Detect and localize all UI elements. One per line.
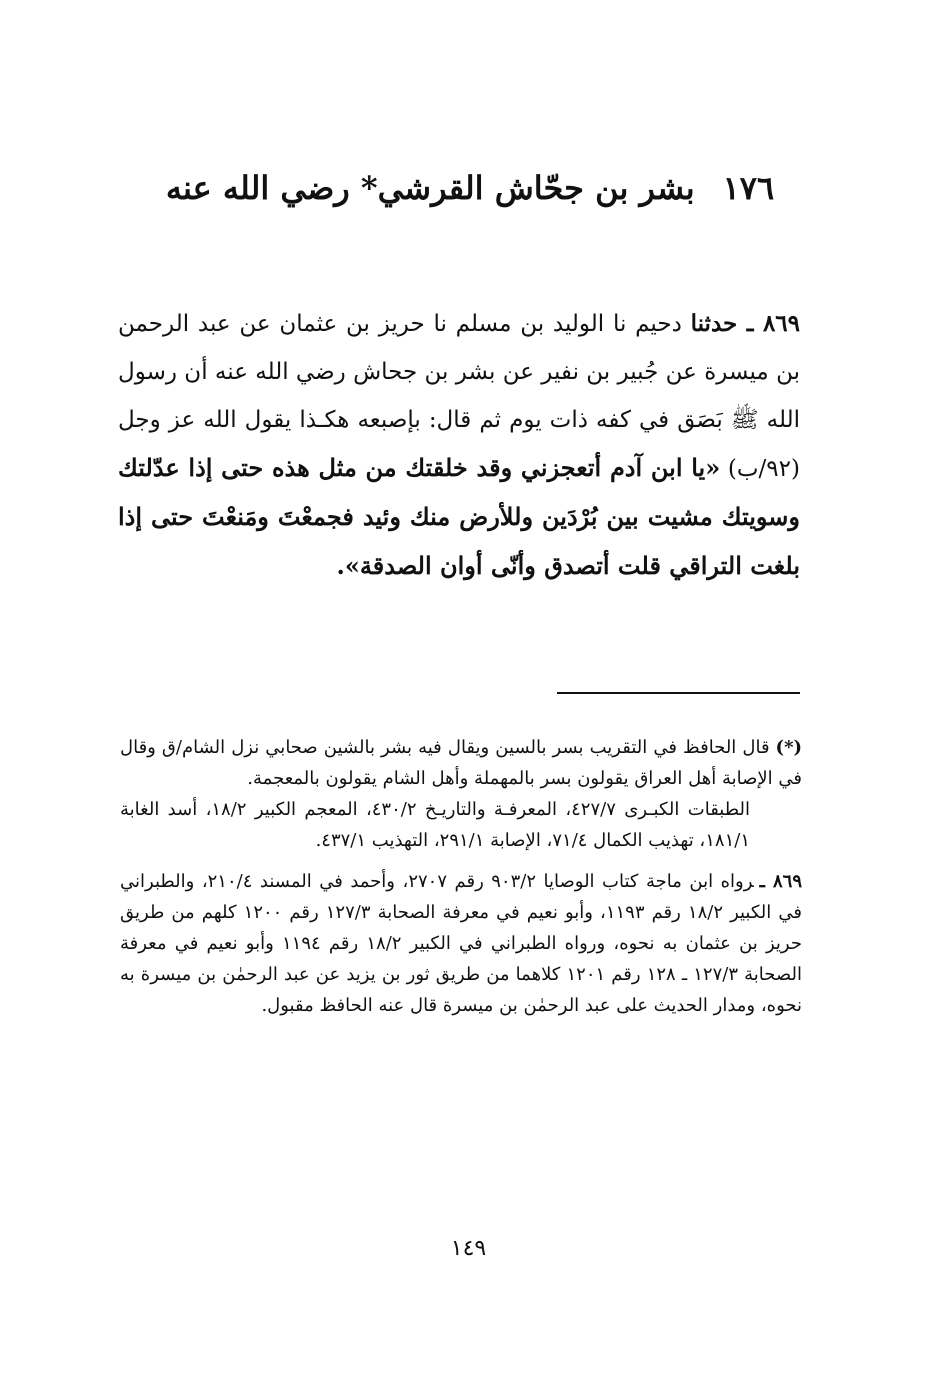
footnote-marker: ٨٦٩ ـ <box>759 871 802 892</box>
footnote-divider <box>557 692 800 694</box>
entry-number: ١٧٦ <box>722 169 775 207</box>
footnote-paragraph: قال الحافظ في التقريب بسر بالسين ويقال فيه بشر بالشين صحابي نزل الشام/ق وقال في الإصابة أهل العراق يقولون بسر بالمهملة وأهل الشام يقولون بالمعجمة. <box>120 737 802 789</box>
isnad-text: دحيم نا الوليد بن مسلم نا حريز بن عثمان عن عبد الرحمن بن ميسرة عن جُبير بن نفير عن بشر بن جحاش رضي الله عنه أن رسول الله ﷺ بَصَق في كفه ذات يوم ثم قال: بإصبعه هكـذا يقول الله عز وجل (٩٢/ب) <box>118 311 800 482</box>
section-heading <box>150 158 790 218</box>
footnotes <box>120 732 802 1031</box>
footnote-marker: (*) <box>775 737 802 758</box>
page-number: ١٤٩ <box>450 1236 487 1261</box>
hadith-lead: ٨٦٩ ـ حدثنا <box>690 310 800 337</box>
matn-text: «يا ابن آدم أتعجزني وقد خلقتك من مثل هذه حتى إذا عدّلتك وسويتك مشيت بين بُرْدَين وللأرض منك وئيد فجمعْتَ ومَنعْتَ حتى إذا بلغت التراقي قلت أتصدق وأنّى أوان الصدقة». <box>118 453 800 580</box>
footnote-biography <box>120 732 802 856</box>
hadith-text <box>118 300 800 591</box>
entry-title: بشر بن جحّاش القرشي* رضي الله عنه <box>165 169 695 207</box>
footnote-takhrij <box>120 866 802 1021</box>
footnote-paragraph: الطبقات الكبـرى ٤٢٧/٧، المعرفـة والتاريـخ ٤٣٠/٢، المعجم الكبير ١٨/٢، أسد الغابة ١٨١/١، تهذيب الكمال ٧١/٤، الإصابة ٢٩١/١، التهذيب ٤٣٧/١. <box>120 799 750 851</box>
footnote-paragraph: رواه ابن ماجة كتاب الوصايا ٩٠٣/٢ رقم ٢٧٠٧، وأحمد في المسند ٢١٠/٤، والطبراني في الكبير ١٨/٢ رقم ١١٩٣، وأبو نعيم في معرفة الصحابة ١٢٧/٣ رقم ١٢٠٠ كلهم من طريق حريز بن عثمان به نحوه، ورواه الطبراني في الكبير ١٨/٢ رقم ١١٩٤ وأبو نعيم في معرفة الصحابة ١٢٧/٣ ـ ١٢٨ رقم ١٢٠١ كلاهما من طريق ثور بن يزيد عن عبد الرحمٰن بن ميسرة به نحوه، ومدار الحديث على عبد الرحمٰن بن ميسرة قال عنه الحافظ مقبول. <box>120 871 802 1016</box>
